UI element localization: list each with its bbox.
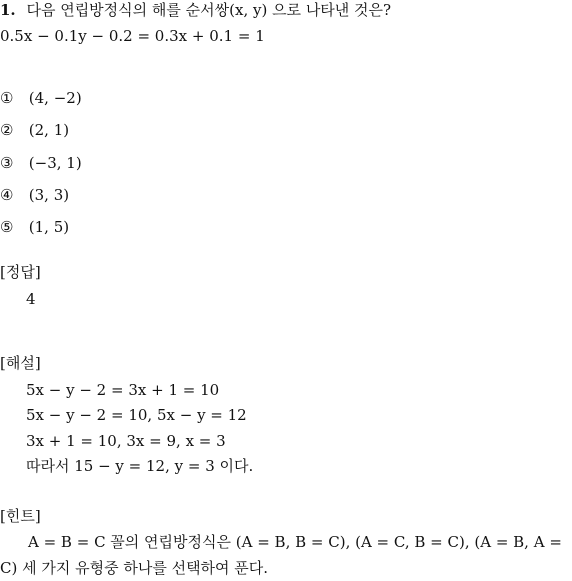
choice-5[interactable] xyxy=(0,217,69,237)
explanation-line-4: 따라서 15 − y = 12, y = 3 이다. xyxy=(26,457,254,475)
question-text: 다음 연립방정식의 해를 순서쌍(x, y) 으로 나타낸 것은? xyxy=(26,1,392,19)
choice-value: (3, 3) xyxy=(28,186,70,204)
choice-3[interactable] xyxy=(0,153,82,173)
choice-marker: ④ xyxy=(0,186,14,204)
choice-marker: ① xyxy=(0,89,14,107)
choice-value: (1, 5) xyxy=(28,218,70,236)
choice-1[interactable] xyxy=(0,88,82,108)
choice-2[interactable] xyxy=(0,120,69,140)
question-number: 1. xyxy=(0,1,16,19)
question-header xyxy=(0,0,391,20)
choice-value: (4, −2) xyxy=(28,89,82,107)
explanation-heading: [해설] xyxy=(0,354,41,372)
question-equation: 0.5x − 0.1y − 0.2 = 0.3x + 0.1 = 1 xyxy=(0,27,265,45)
explanation-line-3: 3x + 1 = 10, 3x = 9, x = 3 xyxy=(26,432,226,450)
hint-text: A = B = C 꼴의 연립방정식은 (A = B, B = C), (A = C, B = C), (A = B, A = C) 세 가지 유형중 하나를 선택하여 푼다. xyxy=(0,533,562,577)
hint-heading: [힌트] xyxy=(0,507,41,525)
choice-4[interactable] xyxy=(0,185,69,205)
explanation-line-1: 5x − y − 2 = 3x + 1 = 10 xyxy=(26,381,220,399)
answer-heading: [정답] xyxy=(0,263,41,281)
choice-marker: ② xyxy=(0,121,14,139)
choice-value: (2, 1) xyxy=(28,121,70,139)
choice-marker: ⑤ xyxy=(0,218,14,236)
choice-marker: ③ xyxy=(0,154,14,172)
answer-value: 4 xyxy=(26,290,36,308)
explanation-line-2: 5x − y − 2 = 10, 5x − y = 12 xyxy=(26,406,247,424)
choice-value: (−3, 1) xyxy=(28,154,82,172)
